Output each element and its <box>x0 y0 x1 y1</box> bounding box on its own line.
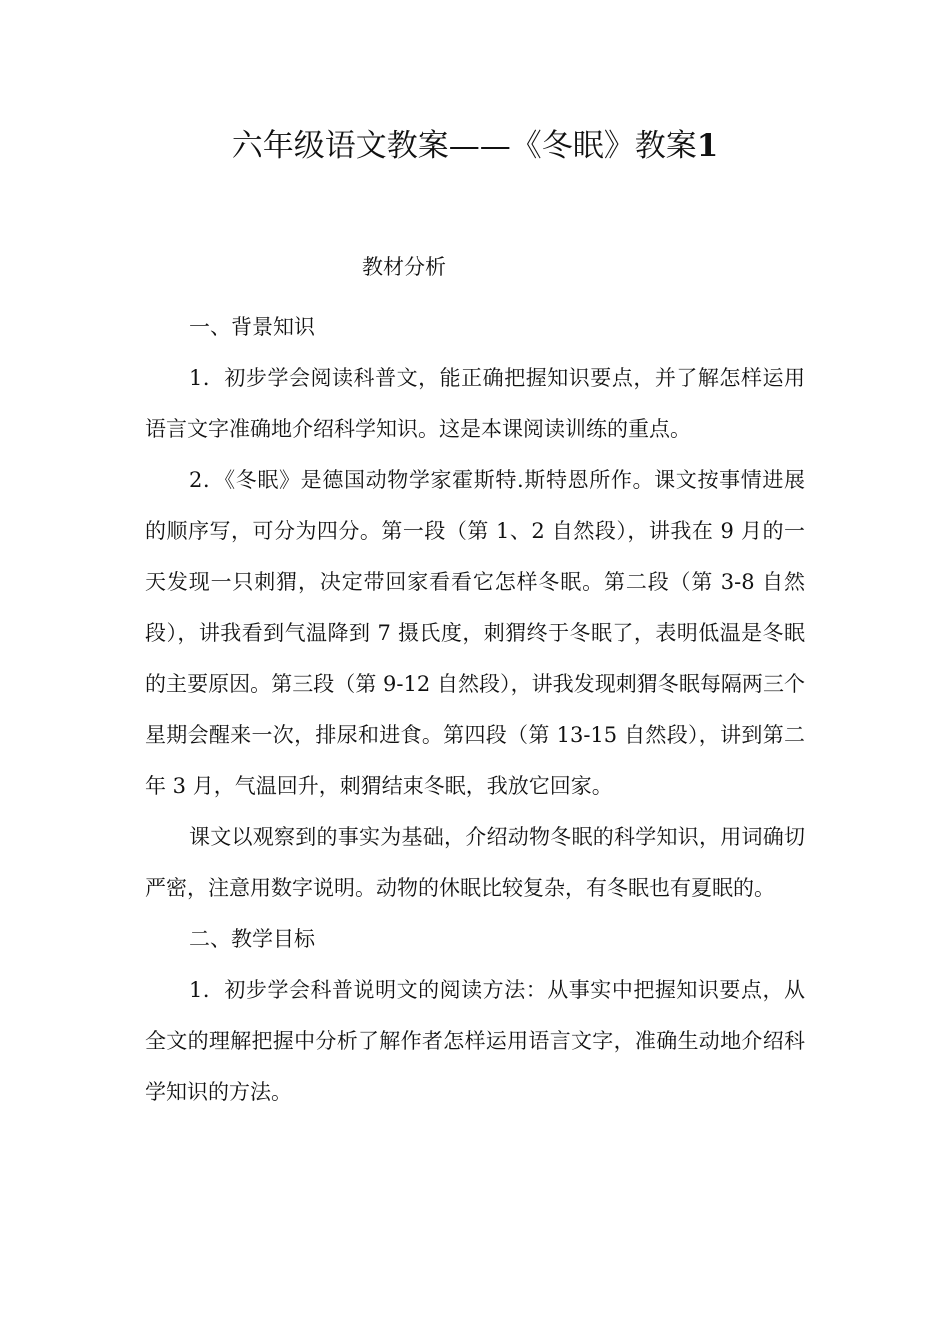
heading-background-knowledge: 一、背景知识 <box>189 315 315 339</box>
paragraph-1: 1．初步学会阅读科普文，能正确把握知识要点，并了解怎样运用语言文字准确地介绍科学知识。这是本课阅读训练的重点。 <box>145 366 805 441</box>
paragraph-3: 课文以观察到的事实为基础，介绍动物冬眠的科学知识，用词确切严密，注意用数字说明。动物的休眠比较复杂，有冬眠也有夏眠的。 <box>145 825 805 900</box>
document-body <box>145 302 805 1118</box>
document-title <box>0 124 950 168</box>
title-main: 六年级语文教案 <box>231 128 449 164</box>
paragraph-4: 1．初步学会科普说明文的阅读方法：从事实中把握知识要点，从全文的理解把握中分析了解作者怎样运用语言文字，准确生动地介绍科学知识的方法。 <box>145 978 805 1104</box>
section-heading: 教材分析 <box>362 255 446 279</box>
title-number: 1 <box>696 128 719 164</box>
paragraph-2: 2．《冬眠》是德国动物学家霍斯特.斯特恩所作。课文按事情进展的顺序写，可分为四分。第一段（第 1、2 自然段），讲我在 9 月的一天发现一只刺猬，决定带回家看看它怎样冬眠。第二段（第 3-8 自然段），讲我看到气温降到 7 摄氏度，刺猬终于冬眠了，表明低温是冬眠的主要原因。第三段（第 9-12 自然段），讲我发现刺猬冬眠每隔两三个星期会醒来一次，排尿和进食。第四段（第 13-15 自然段），讲到第二年 3 月，气温回升，刺猬结束冬眠，我放它回家。 <box>145 468 805 798</box>
heading-teaching-goals: 二、教学目标 <box>189 927 315 951</box>
title-dash-rest: ——《冬眠》教案 <box>448 128 697 164</box>
